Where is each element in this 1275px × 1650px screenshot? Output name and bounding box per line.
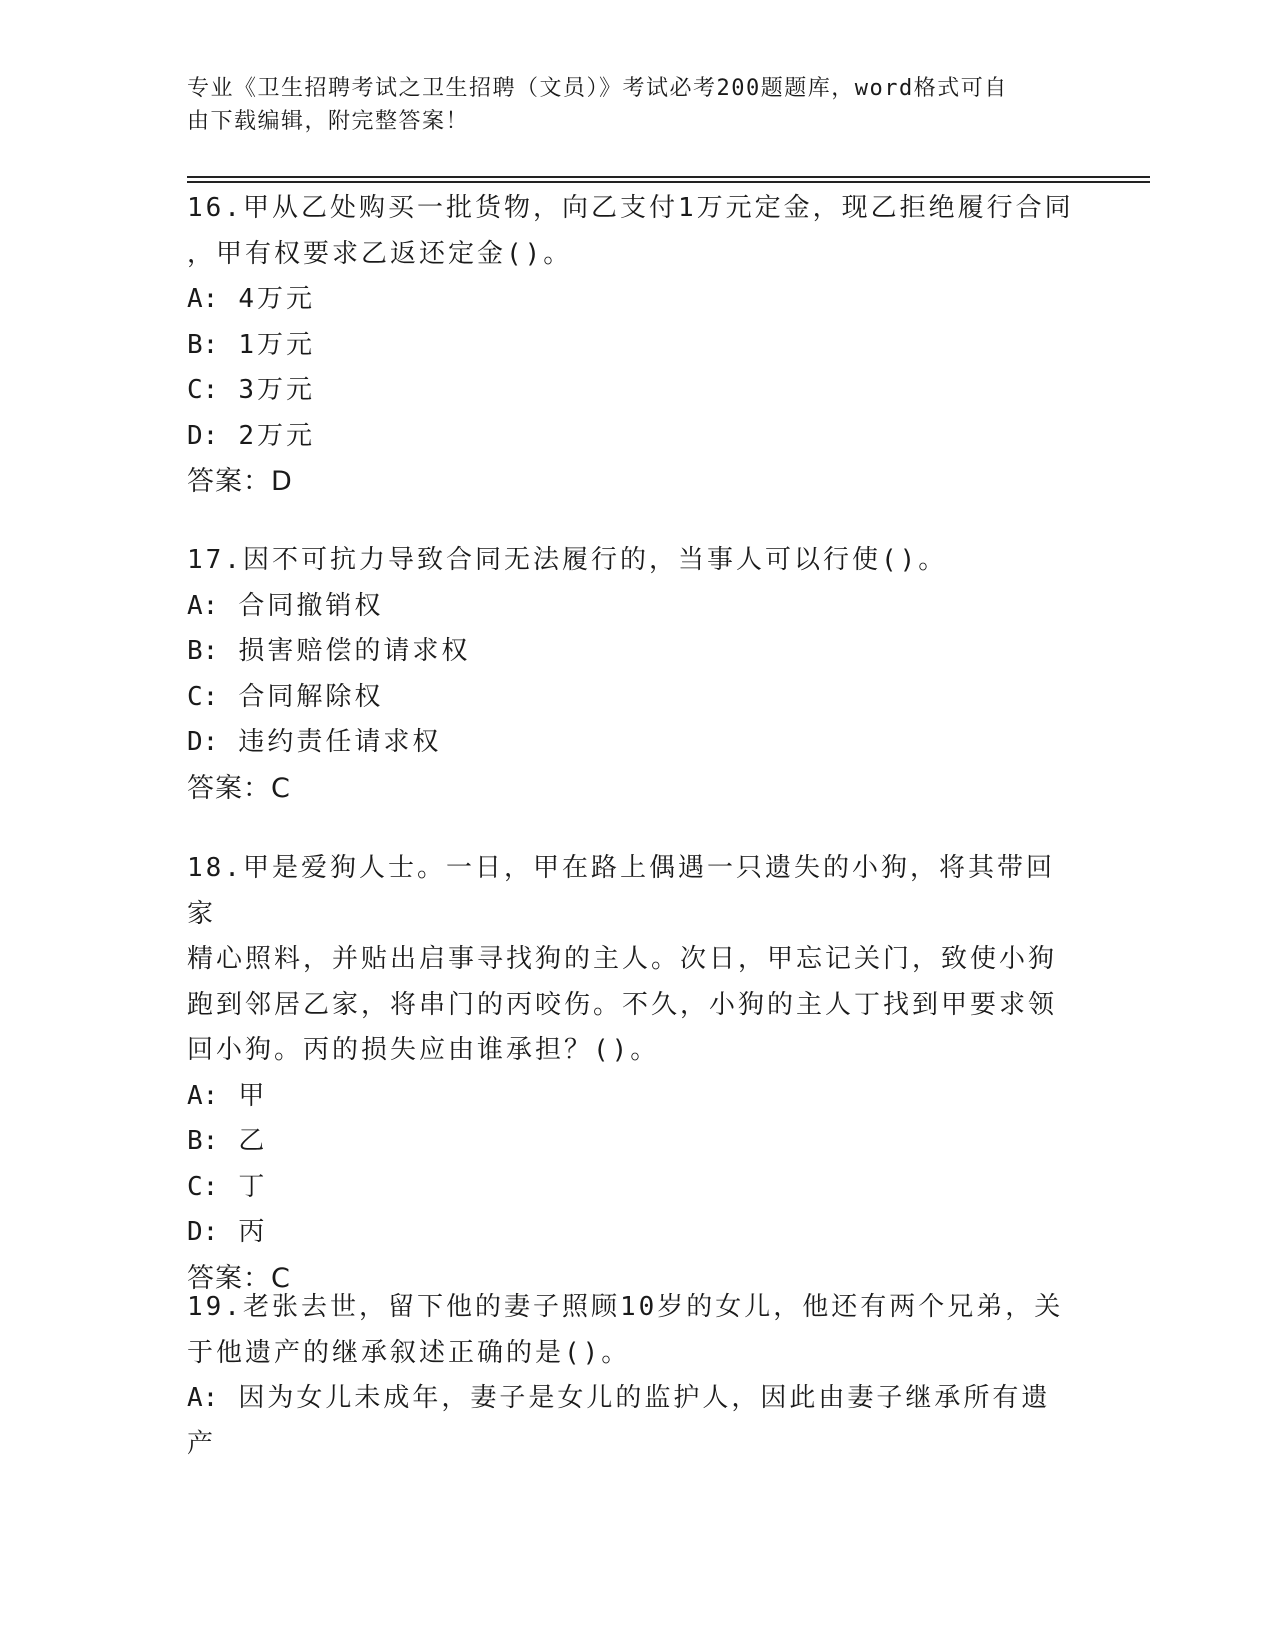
option-text: 甲 [238, 1080, 268, 1111]
question-stem-line: ，甲有权要求乙返还定金()。 [187, 238, 573, 269]
question-stem-line: 精心照料，并贴出启事寻找狗的主人。次日，甲忘记关门，致使小狗 [187, 944, 1058, 974]
question-17 [187, 538, 1077, 811]
question-stem-line: 回小狗。丙的损失应由谁承担？()。 [187, 1035, 660, 1065]
option-text: 合同解除权 [238, 681, 384, 712]
header-divider-bottom [187, 181, 1150, 183]
option-c [187, 1165, 1077, 1211]
question-stem-line: 于他遗产的继承叙述正确的是()。 [187, 1337, 631, 1368]
question-stem-line: 跑到邻居乙家，将串门的丙咬伤。不久，小狗的主人丁找到甲要求领 [187, 989, 1058, 1020]
option-letter: D: [187, 420, 219, 451]
answer-line: 答案：D [187, 466, 293, 497]
option-letter: C: [187, 375, 219, 405]
option-d [187, 720, 1077, 766]
option-c [187, 675, 1077, 721]
question-stem-line: 18.甲是爱狗人士。一日，甲在路上偶遇一只遗失的小狗，将其带回家 [187, 853, 1055, 929]
option-letter: A: [187, 1383, 219, 1413]
option-text: 合同撤销权 [238, 590, 384, 621]
question-18 [187, 846, 1077, 1301]
option-letter: A: [187, 590, 219, 621]
option-text: 因为女儿未成年，妻子是女儿的监护人，因此由妻子继承所有遗产 [187, 1383, 1051, 1459]
option-c [187, 368, 1077, 414]
option-text: 4万元 [238, 284, 315, 314]
option-letter: A: [187, 1080, 219, 1111]
question-16 [187, 186, 1077, 505]
option-a [187, 1074, 1077, 1120]
option-text: 1万元 [238, 329, 315, 360]
option-letter: B: [187, 636, 219, 666]
question-stem-line: 16.甲从乙处购买一批货物，向乙支付1万元定金，现乙拒绝履行合同 [187, 193, 1074, 223]
question-stem-line: 19.老张去世，留下他的妻子照顾10岁的女儿，他还有两个兄弟，关 [187, 1292, 1064, 1322]
option-text: 3万元 [238, 375, 315, 405]
option-letter: B: [187, 1126, 219, 1156]
option-letter: A: [187, 284, 219, 314]
option-text: 丙 [238, 1217, 268, 1247]
answer-line: 答案：C [187, 772, 291, 804]
option-b [187, 629, 1077, 675]
option-a [187, 584, 1077, 630]
option-text: 丁 [238, 1171, 268, 1202]
option-a [187, 1376, 1077, 1467]
document-header [187, 72, 1067, 138]
header-line-2: 由下载编辑，附完整答案！ [187, 109, 470, 134]
option-letter: C: [187, 681, 219, 712]
option-d [187, 414, 1077, 460]
option-letter: C: [187, 1171, 219, 1202]
option-text: 乙 [238, 1126, 268, 1156]
answer-line: 答案：C [187, 1262, 291, 1294]
option-d [187, 1210, 1077, 1256]
header-divider-top [187, 176, 1150, 178]
header-line-1: 专业《卫生招聘考试之卫生招聘（文员）》考试必考200题题库，word格式可自 [187, 76, 1008, 101]
option-text: 违约责任请求权 [238, 727, 442, 757]
option-letter: D: [187, 727, 219, 757]
option-letter: D: [187, 1217, 219, 1247]
option-b [187, 323, 1077, 369]
option-a [187, 277, 1077, 323]
question-19 [187, 1285, 1077, 1467]
option-b [187, 1119, 1077, 1165]
option-text: 2万元 [238, 420, 315, 451]
question-stem-line: 17.因不可抗力导致合同无法履行的，当事人可以行使()。 [187, 545, 948, 575]
option-letter: B: [187, 329, 219, 360]
option-text: 损害赔偿的请求权 [238, 636, 471, 666]
